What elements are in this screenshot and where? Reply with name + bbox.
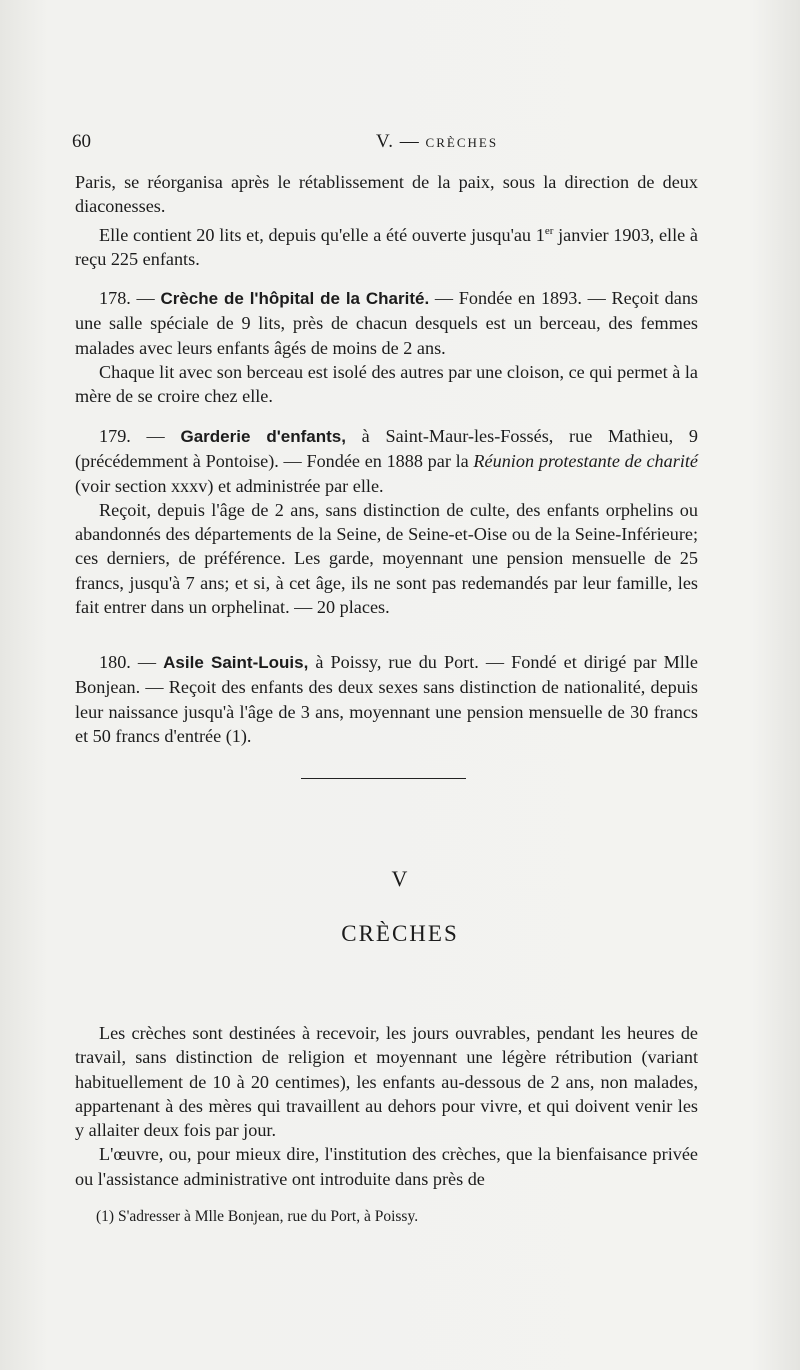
- capacity-paragraph: [75, 219, 698, 272]
- running-head: [72, 131, 698, 157]
- section-intro: [75, 1021, 698, 1191]
- entry-178-paragraph-2: Chaque lit avec son berceau est isolé des autres par une cloison, ce qui permet à la mère de se croire chez elle.: [75, 361, 698, 407]
- section-number: V: [391, 866, 409, 891]
- entry-name: Crèche de l'hôpital de la Charité.: [160, 289, 430, 308]
- entry-178: [75, 286, 698, 408]
- entry-number: 179. —: [99, 426, 181, 446]
- entry-number: 178. —: [99, 288, 161, 308]
- entry-number: 180. —: [99, 652, 164, 672]
- page-number: 60: [72, 131, 91, 152]
- entry-179: [75, 424, 698, 619]
- entry-179-paragraph-2: Reçoit, depuis l'âge de 2 ans, sans distinction de culte, des enfants orphelins ou abandonnés des départements de la Seine, de Seine-et-Oise ou de la Seine-Inférieure; ces derniers, de préférence. Les garde, moyennant une pension mensuelle de 25 francs, jusqu'à 7 ans; et si, à cet âge, ils ne sont pas redemandés par leur famille, les fait entrer dans un orphelinat. — 20 places.: [75, 499, 698, 618]
- entry-name: Garderie d'enfants,: [180, 427, 346, 446]
- entry-180-paragraph: [75, 650, 698, 748]
- continuation-block: [75, 170, 698, 271]
- entry-text: à Saint-Maur-les-Fossés, rue Mathieu, 9 (précédemment à Pontoise). — Fondée en 1888 par la: [75, 426, 698, 472]
- intro-paragraph-2: L'œuvre, ou, pour mieux dire, l'institution des crèches, que la bienfaisance privée ou l'assistance administrative ont introduite dans près de: [75, 1144, 698, 1189]
- entry-179-paragraph: [75, 424, 698, 498]
- continuation-paragraph: Paris, se réorganisa après le rétablissement de la paix, sous la direction de deux diaconesses.: [75, 172, 698, 217]
- entry-text: à Poissy, rue du Port. — Fondé et dirigé par Mlle Bonjean. — Reçoit des enfants des deux sexes sans distinction de nationalité, depuis leur naissance jusqu'à l'âge de 3 ans, moyennant une pension mensuelle de 30 francs et 50 francs d'entrée (1).: [75, 652, 698, 746]
- entry-text: — Fondée en 1893. — Reçoit dans une salle spéciale de 9 lits, près de chacun desquels est un berceau, des femmes malades avec leurs enfants âgés de moins de 2 ans.: [75, 288, 699, 358]
- organization-name: Réunion protestante de charité: [473, 451, 698, 472]
- entry-text-end: (voir section xxxv) et administrée par elle.: [75, 475, 384, 496]
- entry-178-paragraph: [75, 286, 698, 360]
- capacity-text: Elle contient 20 lits et, depuis qu'elle a été ouverte jusqu'au 1: [99, 224, 545, 245]
- intro-paragraph-1: Les crèches sont destinées à recevoir, les jours ouvrables, pendant les heures de travail, sans distinction de religion et moyennant une légère rétribution (variant habituellement de 10 à 20 centimes), les enfants au-dessous de 2 ans, non malades, appartenant à des mères qui travaillent au dehors pour vivre, et qui doivent venir les y allaiter deux fois par jour.: [75, 1023, 698, 1141]
- running-title-prefix: V. —: [376, 131, 426, 152]
- entry-name: Asile Saint-Louis,: [163, 653, 309, 672]
- section-divider: [301, 778, 466, 779]
- running-title-word: CRÈCHES: [425, 135, 499, 150]
- running-title: [376, 131, 498, 153]
- footnote: (1) S'adresser à Mlle Bonjean, rue du Port, à Poissy.: [96, 1208, 419, 1225]
- entry-180: [75, 650, 698, 748]
- section-title: CRÈCHES: [341, 921, 459, 946]
- capacity-text-end: janvier 1903, elle à reçu 225 enfants.: [75, 224, 698, 269]
- ordinal-superscript: er: [544, 224, 554, 237]
